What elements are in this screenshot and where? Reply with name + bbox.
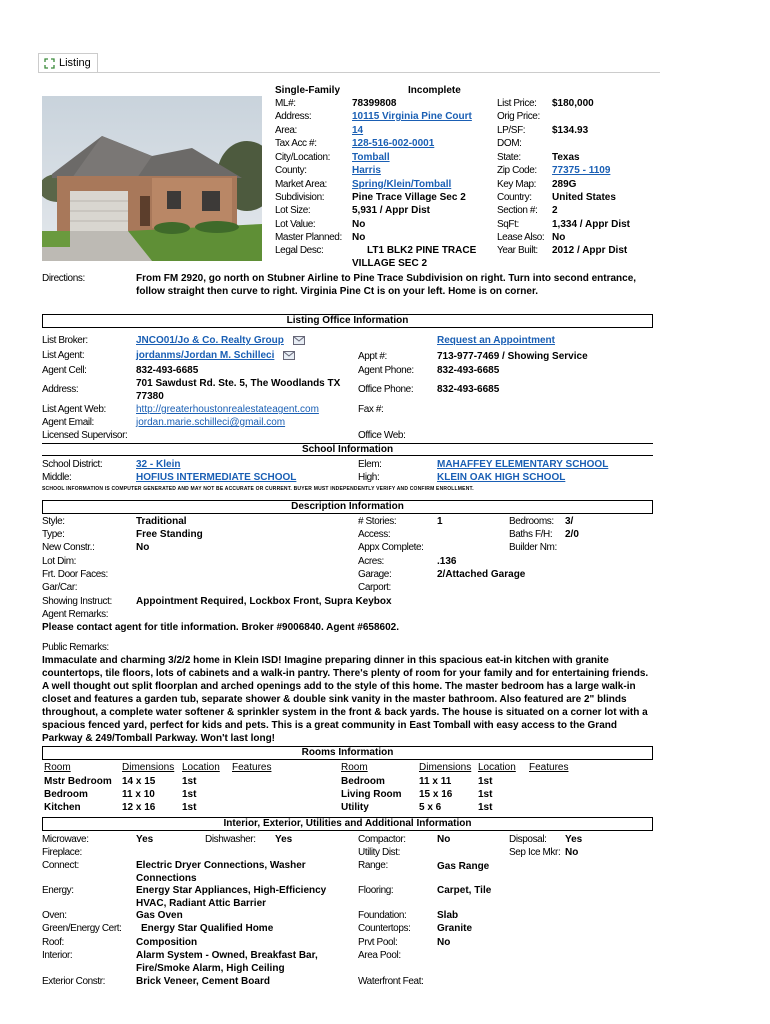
baths-label: Baths F/H:: [509, 529, 553, 540]
interior-label: Interior:: [42, 950, 73, 961]
publicremarks-label: Public Remarks:: [42, 642, 109, 653]
range-label: Range:: [358, 860, 388, 871]
agentremarks-label: Agent Remarks:: [42, 609, 109, 620]
room-dim: 11 x 10: [122, 789, 155, 800]
newconstr-label: New Constr.:: [42, 542, 95, 553]
office-address-line2: 77380: [136, 391, 164, 402]
origprice-label: Orig Price:: [497, 111, 540, 122]
lpsf-value: $134.93: [552, 125, 589, 136]
flooring-label: Flooring:: [358, 885, 394, 896]
rooms-header-features: Features: [529, 762, 569, 773]
roof-label: Roof:: [42, 937, 64, 948]
county-label: County:: [275, 165, 307, 176]
dishwasher-label: Dishwasher:: [205, 834, 256, 845]
directions-line2: follow straight then curve to right. Virginia Pine Ct is on your left. Home is on corner.: [136, 286, 539, 297]
tab-label: Listing: [59, 57, 91, 69]
lotsize-value: 5,931 / Appr Dist: [352, 205, 430, 216]
sepice-value: No: [565, 847, 579, 858]
office-section-title: Listing Office Information: [42, 314, 653, 328]
listing-status: Incomplete: [408, 85, 461, 96]
legal-value-line1: LT1 BLK2 PINE TRACE: [367, 245, 477, 256]
description-section-title: Description Information: [42, 500, 653, 514]
publicremarks-value: Immaculate and charming 3/2/2 home in Klein ISD! Imagine preparing dinner in this spacious eat-in kitchen with granite countertops, tile floors, lots of cabinets and a walk-in pantry. There's plenty of room for your family and for entertaining friends. A well thought out split floorplan and arched openings add to the style of this home. The master bedroom has a large walk-in closet and features a garden tub, separate shower & double sink vanity in the master bathroom. Also featured are 2" blinds throughout, a complete water softener & sprinkler system in the front & back yards. The house is situated on a corner lot with a spacious fenced yard, perfect for kids and pets. This is a great community in East Tomball with easy access to the Grand Parkway & 249/Tomball Parkway. Won't last long!: [42, 655, 649, 744]
directions-line1: From FM 2920, go north on Stubner Airline to Pine Trace Subdivision on right. Turn into second entrance,: [136, 273, 637, 284]
rooms-header-dimensions: Dimensions: [419, 762, 472, 773]
cell-value: 832-493-6685: [136, 365, 199, 376]
legal-label: Legal Desc:: [275, 245, 324, 256]
high-link[interactable]: KLEIN OAK HIGH SCHOOL: [437, 472, 566, 483]
flooring-value: Carpet, Tile: [437, 885, 492, 896]
greencert-value: Energy Star Qualified Home: [141, 923, 274, 934]
extconstr-label: Exterior Constr:: [42, 976, 106, 987]
dishwasher-value: Yes: [275, 834, 293, 845]
rooms-header-room: Room: [341, 762, 368, 773]
broker-label: List Broker:: [42, 335, 88, 346]
county-link[interactable]: Harris: [352, 165, 381, 176]
energy-label: Energy:: [42, 885, 74, 896]
expand-icon: [44, 58, 55, 69]
room-dim: 11 x 11: [419, 776, 452, 787]
subdivision-label: Subdivision:: [275, 192, 325, 203]
prvtpool-label: Prvt Pool:: [358, 937, 398, 948]
email-icon[interactable]: [283, 351, 295, 360]
showing-value: Appointment Required, Lockbox Front, Supra Keybox: [136, 596, 392, 607]
zip-link[interactable]: 77375 - 1109: [552, 165, 611, 176]
yearbuilt-value: 2012 / Appr Dist: [552, 245, 628, 256]
connect-value-line1: Electric Dryer Connections, Washer: [136, 860, 306, 871]
interior-value-line2: Fire/Smoke Alarm, High Ceiling: [136, 963, 285, 974]
school-section-title: School Information: [42, 443, 653, 455]
country-label: Country:: [497, 192, 532, 203]
section-label: Section #:: [497, 205, 538, 216]
city-label: City/Location:: [275, 152, 330, 163]
zip-label: Zip Code:: [497, 165, 537, 176]
stories-label: # Stories:: [358, 516, 397, 527]
high-label: High:: [358, 472, 380, 483]
foundation-label: Foundation:: [358, 910, 407, 921]
acres-value: .136: [437, 556, 457, 567]
bedrooms-value: 3/: [565, 516, 574, 527]
school-disclaimer: SCHOOL INFORMATION IS COMPUTER GENERATED AND MAY NOT BE ACCURATE OR CURRENT. BUYER MUST INDEPENDENTLY VERIFY AND CONFIRM ENROLLMENT.: [42, 486, 474, 492]
legal-value-line2: VILLAGE SEC 2: [352, 258, 428, 269]
email-icon[interactable]: [293, 336, 305, 345]
room-name: Kitchen: [44, 802, 81, 813]
baths-value: 2/0: [565, 529, 579, 540]
area-link[interactable]: 14: [352, 125, 364, 136]
agent-label: List Agent:: [42, 350, 85, 361]
energy-value-line2: HVAC, Radiant Attic Barrier: [136, 898, 267, 909]
garcar-label: Gar/Car:: [42, 582, 78, 593]
officephone-label: Office Phone:: [358, 384, 414, 395]
area-label: Area:: [275, 125, 297, 136]
builder-label: Builder Nm:: [509, 542, 557, 553]
supervisor-label: Licensed Supervisor:: [42, 430, 128, 441]
countertops-label: Countertops:: [358, 923, 411, 934]
fireplace-label: Fireplace:: [42, 847, 82, 858]
countertops-value: Granite: [437, 923, 473, 934]
energy-value-line1: Energy Star Appliances, High-Efficiency: [136, 885, 327, 896]
foundation-value: Slab: [437, 910, 459, 921]
officeweb-label: Office Web:: [358, 430, 406, 441]
extconstr-value: Brick Veneer, Cement Board: [136, 976, 270, 987]
room-name: Bedroom: [341, 776, 385, 787]
web-label: List Agent Web:: [42, 404, 106, 415]
areapool-label: Area Pool:: [358, 950, 401, 961]
room-dim: 5 x 6: [419, 802, 442, 813]
keymap-value: 289G: [552, 179, 577, 190]
lease-label: Lease Also:: [497, 232, 545, 243]
type-label: Type:: [42, 529, 65, 540]
agentremarks-value: Please contact agent for title information. Broker #9006840. Agent #658602.: [42, 622, 399, 633]
room-name: Utility: [341, 802, 369, 813]
address-label: Address:: [275, 111, 312, 122]
ml-number: 78399808: [352, 98, 397, 109]
cell-label: Agent Cell:: [42, 365, 87, 376]
frtdoor-label: Frt. Door Faces:: [42, 569, 108, 580]
room-loc: 1st: [478, 802, 493, 813]
broker-link[interactable]: JNCO01/Jo & Co. Realty Group: [136, 335, 284, 346]
property-type: Single-Family: [275, 85, 341, 96]
style-value: Traditional: [136, 516, 187, 527]
elem-label: Elem:: [358, 459, 382, 470]
compactor-value: No: [437, 834, 451, 845]
keymap-label: Key Map:: [497, 179, 537, 190]
room-loc: 1st: [478, 776, 493, 787]
state-label: State:: [497, 152, 521, 163]
tax-label: Tax Acc #:: [275, 138, 317, 149]
connect-label: Connect:: [42, 860, 79, 871]
listprice-value: $180,000: [552, 98, 594, 109]
stories-value: 1: [437, 516, 443, 527]
office-address-label: Address:: [42, 384, 79, 395]
appt-label: Appt #:: [358, 351, 387, 362]
agent-link[interactable]: jordanms/Jordan M. Schilleci: [136, 350, 275, 361]
tab-listing[interactable]: [38, 53, 98, 73]
carport-label: Carport:: [358, 582, 391, 593]
room-loc: 1st: [182, 776, 197, 787]
oven-value: Gas Oven: [136, 910, 183, 921]
city-link[interactable]: Tomball: [352, 152, 390, 163]
divider: [42, 455, 653, 456]
style-label: Style:: [42, 516, 65, 527]
rooms-section-title: Rooms Information: [42, 746, 653, 760]
sqft-label: SqFt:: [497, 219, 519, 230]
middle-label: Middle:: [42, 472, 72, 483]
compactor-label: Compactor:: [358, 834, 406, 845]
disposal-label: Disposal:: [509, 834, 547, 845]
lotvalue-value: No: [352, 219, 366, 230]
lotsize-label: Lot Size:: [275, 205, 311, 216]
rooms-header-dimensions: Dimensions: [122, 762, 175, 773]
garage-label: Garage:: [358, 569, 392, 580]
market-link[interactable]: Spring/Klein/Tomball: [352, 179, 452, 190]
email-label: Agent Email:: [42, 417, 94, 428]
room-name: Living Room: [341, 789, 402, 800]
microwave-value: Yes: [136, 834, 154, 845]
appt-value: 713-977-7469 / Showing Service: [437, 351, 588, 362]
garage-value: 2/Attached Garage: [437, 569, 526, 580]
broker-row: [136, 334, 305, 347]
room-dim: 15 x 16: [419, 789, 453, 800]
subdivision-value: Pine Trace Village Sec 2: [352, 192, 466, 203]
elem-link[interactable]: MAHAFFEY ELEMENTARY SCHOOL: [437, 459, 609, 470]
bedrooms-label: Bedrooms:: [509, 516, 554, 527]
room-dim: 14 x 15: [122, 776, 156, 787]
section-value: 2: [552, 205, 558, 216]
market-label: Market Area:: [275, 179, 327, 190]
prvtpool-value: No: [437, 937, 451, 948]
type-value: Free Standing: [136, 529, 203, 540]
tax-link[interactable]: 128-516-002-0001: [352, 138, 435, 149]
oven-label: Oven:: [42, 910, 67, 921]
agentphone-label: Agent Phone:: [358, 365, 414, 376]
showing-label: Showing Instruct:: [42, 596, 112, 607]
connect-value-line2: Connections: [136, 873, 197, 884]
newconstr-value: No: [136, 542, 150, 553]
room-loc: 1st: [478, 789, 493, 800]
appx-label: Appx Complete:: [358, 542, 424, 553]
utilitydist-label: Utility Dist:: [358, 847, 401, 858]
room-name: Mstr Bedroom: [44, 776, 112, 787]
disposal-value: Yes: [565, 834, 583, 845]
property-photo: [42, 96, 262, 261]
interior-value-line1: Alarm System - Owned, Breakfast Bar,: [136, 950, 318, 961]
address-link[interactable]: 10115 Virginia Pine Court: [352, 111, 472, 122]
office-address-line1: 701 Sawdust Rd. Ste. 5, The Woodlands TX: [136, 378, 341, 389]
divider: [42, 830, 653, 831]
rooms-header-features: Features: [232, 762, 272, 773]
rooms-header-location: Location: [182, 762, 220, 773]
mpc-label: Master Planned:: [275, 232, 342, 243]
lease-value: No: [552, 232, 566, 243]
state-value: Texas: [552, 152, 580, 163]
greencert-label: Green/Energy Cert:: [42, 923, 122, 934]
sqft-value: 1,334 / Appr Dist: [552, 219, 630, 230]
web-link[interactable]: http://greaterhoustonrealestateagent.com: [136, 404, 319, 415]
range-value: Gas Range: [437, 861, 490, 872]
middle-link[interactable]: HOFIUS INTERMEDIATE SCHOOL: [136, 472, 297, 483]
directions-label: Directions:: [42, 273, 85, 284]
rooms-header-room: Room: [44, 762, 71, 773]
agent-row: [136, 349, 295, 362]
room-dim: 12 x 16: [122, 802, 156, 813]
listprice-label: List Price:: [497, 98, 537, 109]
room-loc: 1st: [182, 802, 197, 813]
waterfront-label: Waterfront Feat:: [358, 976, 424, 987]
roof-value: Composition: [136, 937, 198, 948]
lotdim-label: Lot Dim:: [42, 556, 77, 567]
fax-label: Fax #:: [358, 404, 384, 415]
access-label: Access:: [358, 529, 391, 540]
room-loc: 1st: [182, 789, 197, 800]
interior-section-title: Interior, Exterior, Utilities and Additional Information: [42, 817, 653, 831]
lotvalue-label: Lot Value:: [275, 219, 316, 230]
mpc-value: No: [352, 232, 366, 243]
divider: [42, 759, 653, 760]
yearbuilt-label: Year Built:: [497, 245, 538, 256]
rooms-header-location: Location: [478, 762, 516, 773]
ml-label: ML#:: [275, 98, 296, 109]
dom-label: DOM:: [497, 138, 522, 149]
district-label: School District:: [42, 459, 103, 470]
tab-divider: [38, 72, 660, 73]
country-value: United States: [552, 192, 616, 203]
lpsf-label: LP/SF:: [497, 125, 526, 136]
room-name: Bedroom: [44, 789, 88, 800]
sepice-label: Sep Ice Mkr:: [509, 847, 561, 858]
district-link[interactable]: 32 - Klein: [136, 459, 181, 470]
acres-label: Acres:: [358, 556, 384, 567]
microwave-label: Microwave:: [42, 834, 89, 845]
agentphone-value: 832-493-6685: [437, 365, 500, 376]
request-appointment-link[interactable]: Request an Appointment: [437, 335, 555, 346]
officephone-value: 832-493-6685: [437, 384, 500, 395]
email-link[interactable]: jordan.marie.schilleci@gmail.com: [136, 417, 286, 428]
